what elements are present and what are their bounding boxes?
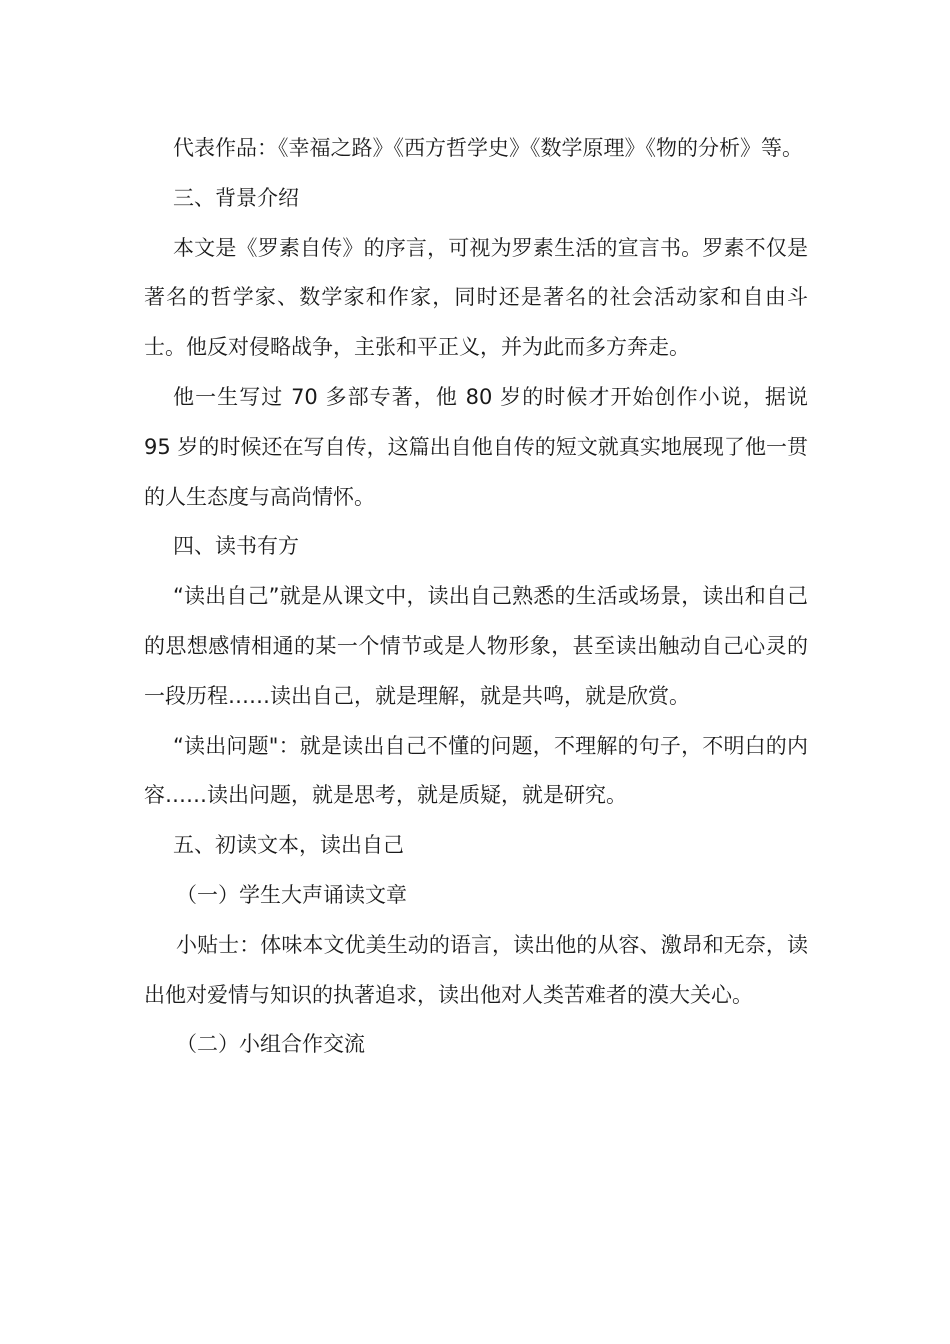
paragraph-background-1: 本文是《罗素自传》的序言，可视为罗素生活的宣言书。罗素不仅是著名的哲学家、数学家和作家，同时还是著名的社会活动家和自由斗士。他反对侵略战争，主张和平正义，并为此而多方奔走。 [144, 235, 808, 360]
paragraph-works: 代表作品：《幸福之路》《西方哲学史》《数学原理》《物的分析》等。 [173, 136, 803, 160]
subheading-read-aloud: （一）学生大声诵读文章 [176, 882, 407, 907]
paragraph-read-questions: “读出问题"：就是读出自己不懂的问题，不理解的句子，不明白的内容……读出问题，就是思考，就是质疑，就是研究。 [144, 733, 808, 808]
paragraph-tip: 小贴士：体味本文优美生动的语言，读出他的从容、激昂和无奈，读出他对爱情与知识的执著追求，读出他对人类苦难者的漠大关心。 [144, 932, 808, 1007]
heading-background: 三、背景介绍 [173, 185, 299, 210]
heading-reading-method: 四、读书有方 [173, 534, 299, 559]
subheading-group-discussion: （二）小组合作交流 [176, 1032, 365, 1057]
paragraph-background-2: 他一生写过 70 多部专著，他 80 岁的时候才开始创作小说，据说 95 岁的时候还在写自传，这篇出自他自传的短文就真实地展现了他一贯的人生态度与高尚情怀。 [144, 384, 808, 509]
paragraph-read-yourself: “读出自己”就是从课文中，读出自己熟悉的生活或场景，读出和自己的思想感情相通的某一个情节或是人物形象，甚至读出触动自己心灵的一段历程……读出自己，就是理解，就是共鸣，就是欣赏。 [144, 584, 808, 708]
document-body [144, 124, 808, 1070]
heading-first-reading: 五、初读文本，读出自己 [173, 833, 404, 858]
